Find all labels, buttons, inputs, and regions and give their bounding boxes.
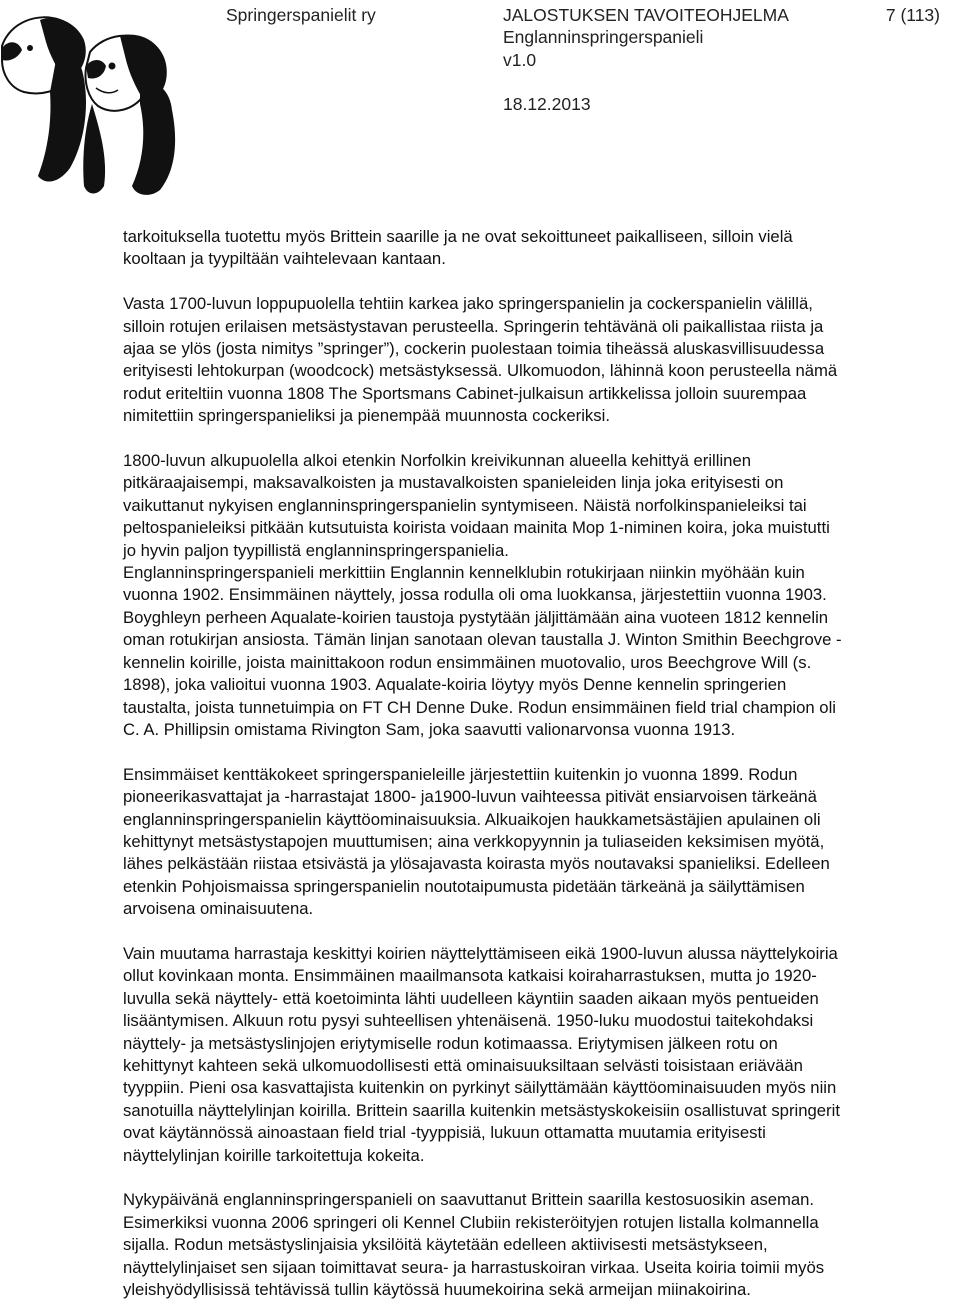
spaniel-logo-drawing xyxy=(0,0,186,200)
paragraph: tarkoituksella tuotettu myös Brittein saarille ja ne ovat sekoittuneet paikalliseen, silloin vielä kooltaan ja tyypiltään vaihtelevaan kantaan. xyxy=(123,227,793,269)
document-date: 18.12.2013 xyxy=(503,93,591,114)
paragraph: Vasta 1700-luvun loppupuolella tehtiin karkea jako springerspanielin ja cockerspanielin välillä, silloin rotujen erilaisen metsästystavan perusteella. Springerin tehtävänä oli paikallistaa riista ja ajaa se ylös (josta nimitys ”springer”), cockerin puolestaan toimia tiheässä aluskasvillisuudessa erityisesti lehtokurpan (woodcock) metsästyksessä. Ulkomuodon, lähinnä koon perusteella nämä rodut eriteltiin vuonna 1808 The Sportsmans Cabinet-julkaisun artikkelissa jolloin suurempaa nimitettiin springerspanieliksi ja pienempää muunnosta cockeriksi. xyxy=(123,294,838,426)
paragraph: Vain muutama harrastaja keskittyi koirien näyttelyttämiseen eikä 1900-luvun alussa näyttelykoiria ollut kovinkaan monta. Ensimmäinen maailmansota katkaisi koiraharrastuksen, mutta jo 1920- luvulla sekä näyttely- että koetoiminta lähti uudelleen käyntiin saaden aikaan myös pentueiden lisääntymisen. Alkuun rotu pysyi suhteellisen yhtenäisenä. 1950-luku muodostui taitekohdaksi näyttely- ja metsästyslinjojen eriytymiselle rodun kotimaassa. Eriytymisen jälkeen rotu on kehittynyt kahteen sekä ulkomuodollisesti että ominaisuuksiltaan selvästi toisistaan eriävään tyyppiin. Pieni osa kasvattajista kuitenkin on pyrkinyt säilyttämään käyttöominaisuuden myös niin sanotuilla näyttelylinjan koirilla. Brittein saarilla kuitenkin metsästyskokeisiin osallistuvat springerit ovat käytännössä ainoastaan field trial -tyyppisiä, lukuun ottamatta muutamia erityisesti näyttelylinjan koirille tarkoitettuja kokeita. xyxy=(123,943,840,1165)
back-dog-head xyxy=(2,17,86,181)
version-label: v1.0 xyxy=(503,49,537,70)
document-body xyxy=(123,226,943,1301)
paragraph: Nykypäivänä englanninspringerspanieli on saavuttanut Brittein saarilla kestosuosikin aseman. Esimerkiksi vuonna 2006 springeri oli Kennel Clubiin rekisteröityjen rotujen listalla kolmannella sijalla. Rodun metsästyslinjaisia yksilöitä käytetään edelleen aktiivisesti metsästykseen, näyttelylinjaiset sen sijaan toimittavat seura- ja harrastuskoiran virkaa. Useita koiria toimii myös yleishyödyllisissä tehtävissä tullin käytössä huumekoirina sekä armeijan miinakoirina. xyxy=(123,1190,825,1300)
paragraph: 1800-luvun alkupuolella alkoi etenkin Norfolkin kreivikunnan alueella kehittyä erillinen pitkäraajaisempi, maksavalkoisten ja mustavalkoisten spanieleiden linja joka erityisesti on vaikuttanut nykyisen englanninspringerspanielin syntymiseen. Näistä norfolkinspanieleiksi tai peltospanieleiksi pitkään kutsutuista koirista voidaan mainita Mop 1-niminen koira, joka muistutti jo hyvin paljon tyypillistä englanninspringerspanielia. Englanninspringerspanieli merkittiin Englannin kennelklubin rotukirjaan niinkin myöhään kuin vuonna 1902. Ensimmäinen näyttely, jossa rodulla oli oma luokkansa, järjestettiin vuonna 1903. Boyghleyn perheen Aqualate-koirien taustoja pystytään jäljittämään aina vuoteen 1812 kennelin oman rotukirjan ansiosta. Tämän linjan sanotaan olevan taustalla J. Winton Smithin Beechgrove - kennelin koirille, joista mainittakoon rodun ensimmäinen muotovalio, uros Beechgrove Will (s. 1898), joka valioitui vuonna 1903. Aqualate-koiria löytyy myös Denne kennelin springerien taustalta, joista tunnetuimpia on FT CH Denne Duke. Rodun ensimmäinen field trial champion oli C. A. Phillipsin omistama Rivington Sam, joka saavutti valionarvonsa vuonna 1913. xyxy=(123,451,842,739)
paragraph: Ensimmäiset kenttäkokeet springerspanieleille järjestettiin kuitenkin jo vuonna 1899. Rodun pioneerikasvattajat ja -harrastajat 1800- ja1900-luvun vaihteessa pitivät ensiarvoisen tärkeänä englanninspringerspanielin käyttöominaisuuksia. Alkuaikojen haukkametsästäjien apulainen oli kehittynyt metsästystapojen muuttumisen; aina verkkopyynnin ja tuliaseiden keksimisen myötä, lähes pelkästään riistaa etsivästä ja ylösajavasta koirasta myös noutavaksi spanieliksi. Edelleen etenkin Pohjoismaissa springerspanielin noutotaipumusta pidetään tärkeänä ja säilyttämisen arvoisena ominaisuutena. xyxy=(123,764,830,919)
header-title-block xyxy=(503,4,789,115)
breed-name: Englanninspringerspanieli xyxy=(503,27,704,48)
page-number: 7 (113) xyxy=(885,5,940,25)
two-spaniel-heads-logo xyxy=(0,0,186,200)
front-dog-head xyxy=(83,35,175,195)
document-title: JALOSTUKSEN TAVOITEOHJELMA xyxy=(503,5,789,25)
header-organization: Springerspanielit ry xyxy=(226,5,376,25)
